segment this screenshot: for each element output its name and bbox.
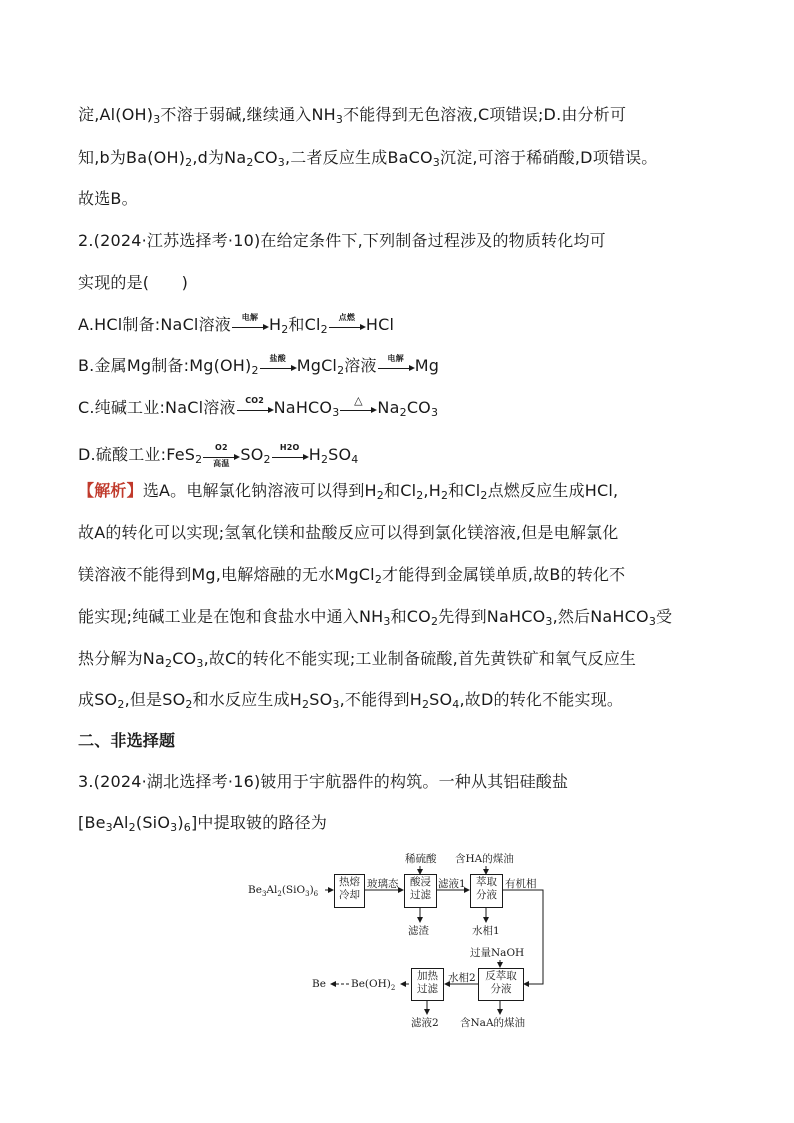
analysis-line: 成$SO_2$,但是$SO_2$和水反应生成$H_2SO_3$,不能得到$H_2SO_4$,故D的转化不能实现。: [78, 690, 624, 711]
step-box-melt-cool: 热熔 冷却: [334, 874, 365, 908]
analysis-line: 热分解为$Na_2CO_3$,故C的转化不能实现;工业制备硫酸,首先黄铁矿和氧气反应生: [78, 649, 637, 670]
label-naa-kerosene: 含NaA的煤油: [460, 1017, 526, 1029]
question-stem: 实现的是( ): [78, 273, 189, 292]
process-flow-diagram: [245, 848, 565, 1038]
reaction-arrow: 电解: [231, 314, 269, 336]
label-residue: 滤渣: [408, 925, 429, 937]
question-stem: 2.(2024·江苏选择考·10)在给定条件下,下列制备过程涉及的物质转化均可: [78, 231, 606, 250]
analysis-line: 故A的转化可以实现;氢氧化镁和盐酸反应可以得到氯化镁溶液,但是电解氯化: [78, 523, 619, 542]
step-box-extraction: 萃取 分液: [470, 874, 503, 908]
reagent-sulfuric-acid: 稀硫酸: [405, 853, 437, 865]
label-filtrate-1: 滤液1: [438, 878, 466, 890]
reaction-arrow: 点燃: [328, 314, 366, 336]
option-d: D.硫酸工业:FeS$_2$ O2 高温 $SO_2$ H2O $H_2SO_4$: [78, 443, 359, 468]
reaction-arrow: O2 高温: [202, 444, 240, 466]
product-beryllium-hydroxide: $Be(OH)_2$: [351, 978, 396, 992]
step-box-acid-leach: 酸浸 过滤: [404, 874, 437, 908]
analysis-tag: 【解析】: [78, 481, 143, 500]
analysis-line: 镁溶液不能得到Mg,电解熔融的无水MgCl$_2$才能得到金属镁单质,故B的转化不: [78, 565, 626, 586]
section-title: 二、非选择题: [78, 731, 176, 750]
reaction-arrow: CO2: [236, 397, 274, 419]
reaction-arrow: H2O: [271, 444, 309, 466]
option-b: B.金属Mg制备$:Mg(OH)_2$ 盐酸 MgCl$_2$溶液 电解 Mg: [78, 354, 440, 377]
analysis-line: 【解析】选A。电解氯化钠溶液可以得到$H_2$和$Cl_2,H_2$和$Cl_2$点燃反应生成HCl,: [78, 481, 619, 502]
question-stem: $[Be_3Al_2(SiO_3)_6]$中提取铍的路径为: [78, 813, 328, 834]
option-a: A.HCl制备:NaCl溶液 电解 $H_2$和$Cl_2$ 点燃 HCl: [78, 313, 395, 336]
step-box-heat-filter: 加热 过滤: [411, 968, 444, 1001]
question-stem: 3.(2024·湖北选择考·16)铍用于宇航器件的构筑。一种从其铝硅酸盐: [78, 772, 569, 791]
reagent-ha-kerosene: 含HA的煤油: [455, 853, 514, 865]
option-c: C.纯碱工业:NaCl溶液 CO2 NaHCO$_3$ △ $Na_2CO_3$: [78, 394, 439, 419]
reaction-arrow: 盐酸: [259, 355, 297, 377]
label-filtrate-2: 滤液2: [411, 1017, 439, 1029]
start-material: $Be_3Al_2(SiO_3)_6$: [248, 884, 319, 898]
label-organic-phase: 有机相: [505, 878, 537, 890]
paragraph-line: 知,b为$Ba(OH)_2,d$为$Na_2CO_3$,二者反应生成BaCO$_3$沉淀,可溶于稀硝酸,D项错误。: [78, 148, 658, 169]
reaction-arrow: △: [339, 397, 377, 419]
paragraph-line: 淀$,Al(OH)_3$不溶于弱碱,继续通入$NH_3$不能得到无色溶液,C项错误;D.由分析可: [78, 105, 627, 126]
label-glass-state: 玻璃态: [367, 878, 399, 890]
reagent-naoh: 过量NaOH: [470, 947, 525, 959]
paragraph-line: 故选B。: [78, 189, 138, 208]
step-box-back-extraction: 反萃取 分液: [478, 968, 524, 1001]
analysis-line: 能实现;纯碱工业是在饱和食盐水中通入$NH_3$和$CO_2$先得到NaHCO$_3$,然后NaHCO$_3$受: [78, 607, 673, 628]
label-aqueous-2: 水相2: [448, 972, 476, 984]
product-beryllium: Be: [312, 978, 326, 990]
reaction-arrow: 电解: [377, 355, 415, 377]
label-aqueous-1: 水相1: [472, 925, 500, 937]
